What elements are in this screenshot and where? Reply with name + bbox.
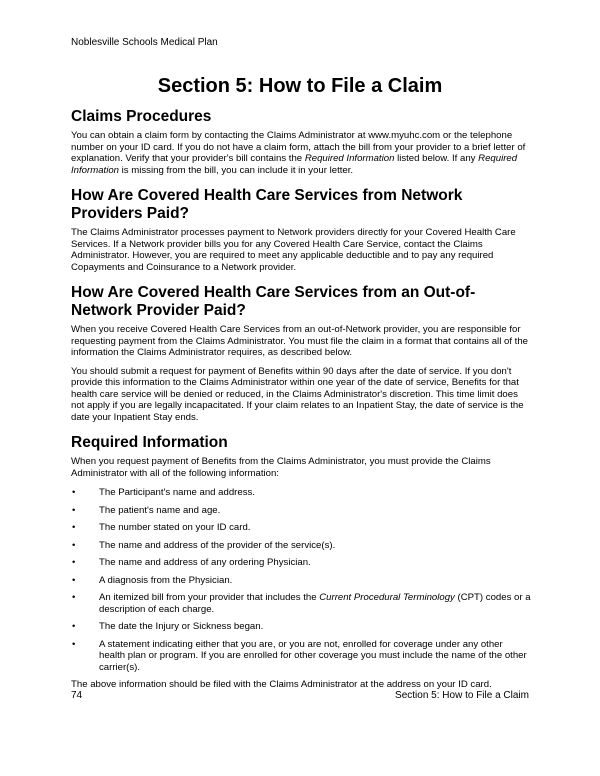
content-body [71,108,531,691]
required-info-section [71,434,531,691]
text-run: (CPT) codes or a description of each charge. [99,592,531,615]
list-item-text: The date the Injury or Sickness began. [99,621,264,632]
out-of-network-text-1: When you receive Covered Health Care Services from an out-of-Network provider, you are responsible for requesting payment from the Claims Administrator. You must file the claim in a format that contains all of the information the Claims Administrator requires, as described below. [71,324,528,358]
italic-term: Required Information [304,153,395,164]
list-item-text: The number stated on your ID card. [99,522,251,533]
required-info-intro: When you request payment of Benefits from the Claims Administrator, you must provide the Claims Administrator with all of the following information: [71,456,491,479]
required-info-heading: Required Information [71,434,228,451]
page-number: 74 [71,690,83,701]
list-item-text: The name and address of any ordering Physician. [99,557,311,568]
required-info-closing: The above information should be filed with the Claims Administrator at the address on your ID card. [71,679,492,690]
running-footer-section: Section 5: How to File a Claim [395,690,529,701]
bullet-icon: • [72,522,76,533]
bullet-icon: • [72,621,76,632]
network-paid-text: The Claims Administrator processes payment to Network providers directly for your Covered Health Care Services. If a Network provider bills you for any Covered Health Care Service, contact the Claims Administrator. However, you are required to meet any applicable deductible and to pay any required Copayments and Coinsurance to a Network provider. [71,227,516,273]
text-run: listed below. If any [394,153,479,164]
bullet-icon: • [72,539,76,551]
network-paid-section [71,187,531,273]
claims-procedures-heading: Claims Procedures [71,108,212,125]
italic-term: Current Procedural Terminology [319,592,455,603]
text-run: An itemized bill from your provider that includes the [99,592,320,603]
italic-term: Required Information [71,153,518,176]
claims-procedures-text [71,130,531,176]
text-run: is missing from the bill, you can include it in your letter. [119,164,354,176]
list-item [71,557,531,569]
claims-procedures-section [71,108,531,176]
bullet-icon: • [72,638,76,650]
list-item [71,575,531,587]
list-item-text: A statement indicating either that you are, or you are not, enrolled for coverage under any other health plan or program. If you are enrolled for other coverage you must include the name of the other carrier(s). [99,638,527,673]
bullet-icon: • [72,574,76,586]
list-item [71,621,531,633]
out-of-network-section [71,284,531,423]
network-paid-heading: How Are Covered Health Care Services from Network Providers Paid? [71,187,463,222]
bullet-icon: • [72,504,76,516]
list-item-text: A diagnosis from the Physician. [99,574,233,586]
text-run: You can obtain a claim form by contacting the Claims Administrator at www.myuhc.com or the telephone number on your ID card. If you do not have a claim form, attach the bill from your provider to a brief letter of explanation. Verify that your provider's bill contains the [71,130,526,164]
list-item [71,487,531,499]
page-title: Section 5: How to File a Claim [157,75,443,97]
list-item [71,505,531,517]
bullet-icon: • [72,592,76,603]
bullet-icon: • [72,487,76,498]
list-item [71,639,531,674]
bullet-icon: • [72,557,76,568]
list-item-text: The patient's name and age. [99,504,221,516]
list-item [71,540,531,552]
list-item-text: The Participant's name and address. [99,487,255,498]
list-item [71,522,531,534]
list-item [71,592,531,615]
list-item-text: The name and address of the provider of the service(s). [99,539,336,551]
running-header: Noblesville Schools Medical Plan [71,37,218,48]
out-of-network-heading: How Are Covered Health Care Services from an Out-of-Network Provider Paid? [71,284,476,319]
out-of-network-text-2: You should submit a request for payment of Benefits within 90 days after the date of service. If you don't provide this information to the Claims Administrator within one year of the date of service, Benefits for that health care service will be denied or reduced, in the Claims Administrator's discretion. This time limit does not apply if you are legally incapacitated. If your claim relates to an Inpatient Stay, the date of service is the date your Inpatient Stay ends. [71,365,524,423]
required-info-list [71,487,531,673]
